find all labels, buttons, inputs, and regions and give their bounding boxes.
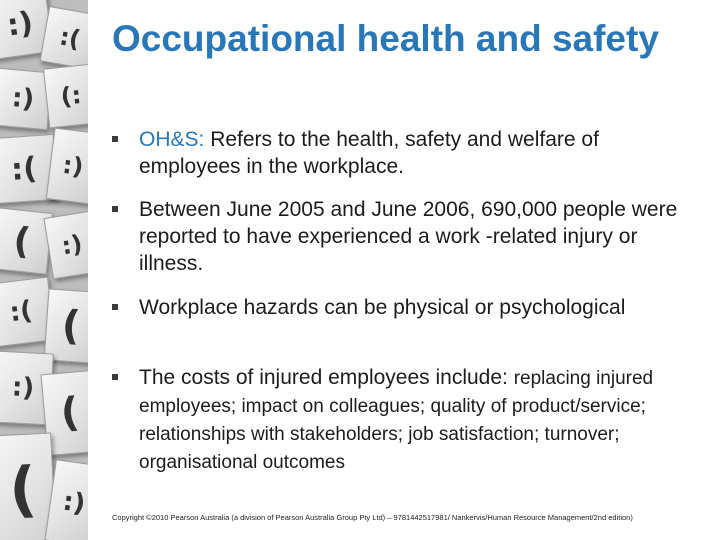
smiley-cube: ( — [44, 288, 88, 363]
bullet-text: The costs of injured employees include: — [139, 366, 514, 389]
bullet-text: Between June 2005 and June 2006, 690,000 people were reported to have experienced a work -related injury or illness. — [139, 198, 678, 275]
smiley-cube: (: — [43, 64, 88, 129]
smiley-cube: :) — [0, 68, 52, 130]
bullet-text: Refers to the health, safety and welfare of employees in the workplace. — [139, 128, 599, 178]
bullet-text: Workplace hazards can be physical or psychological — [139, 296, 626, 319]
copyright-footer: Copyright ©2010 Pearson Australia (a division of Pearson Australia Group Pty Ltd) – 9781442517981/ Nankervis/Human Resource Management/2nd edition) — [112, 513, 633, 522]
smiley-cube: :( — [0, 276, 56, 347]
bullet-marker — [112, 374, 118, 380]
smiley-cube: :) — [43, 211, 88, 280]
smiley-cube: :( — [0, 134, 58, 204]
slide-divider — [88, 0, 91, 540]
bullet-text-small: replacing injured employees; impact on colleagues; quality of product/service; relationships with stakeholders; job satisfaction; turnover; organisational outcomes — [139, 368, 654, 473]
bullet-lead: OH&S: — [139, 128, 205, 151]
smiley-cube: :) — [0, 0, 54, 60]
bullet-marker — [112, 206, 118, 212]
smiley-cube: ( — [0, 207, 53, 275]
smiley-cube: :) — [45, 459, 88, 540]
smiley-cube: :) — [0, 351, 54, 426]
smiley-cube: :( — [40, 6, 88, 70]
bullet-marker — [112, 136, 118, 142]
smiley-cube: ( — [41, 370, 88, 456]
smiley-cube: :) — [46, 127, 88, 204]
bullet-marker — [112, 304, 118, 310]
smiley-cube: ( — [0, 432, 57, 540]
smiley-cubes-image — [0, 0, 88, 540]
slide-title: Occupational health and safety — [112, 18, 659, 59]
